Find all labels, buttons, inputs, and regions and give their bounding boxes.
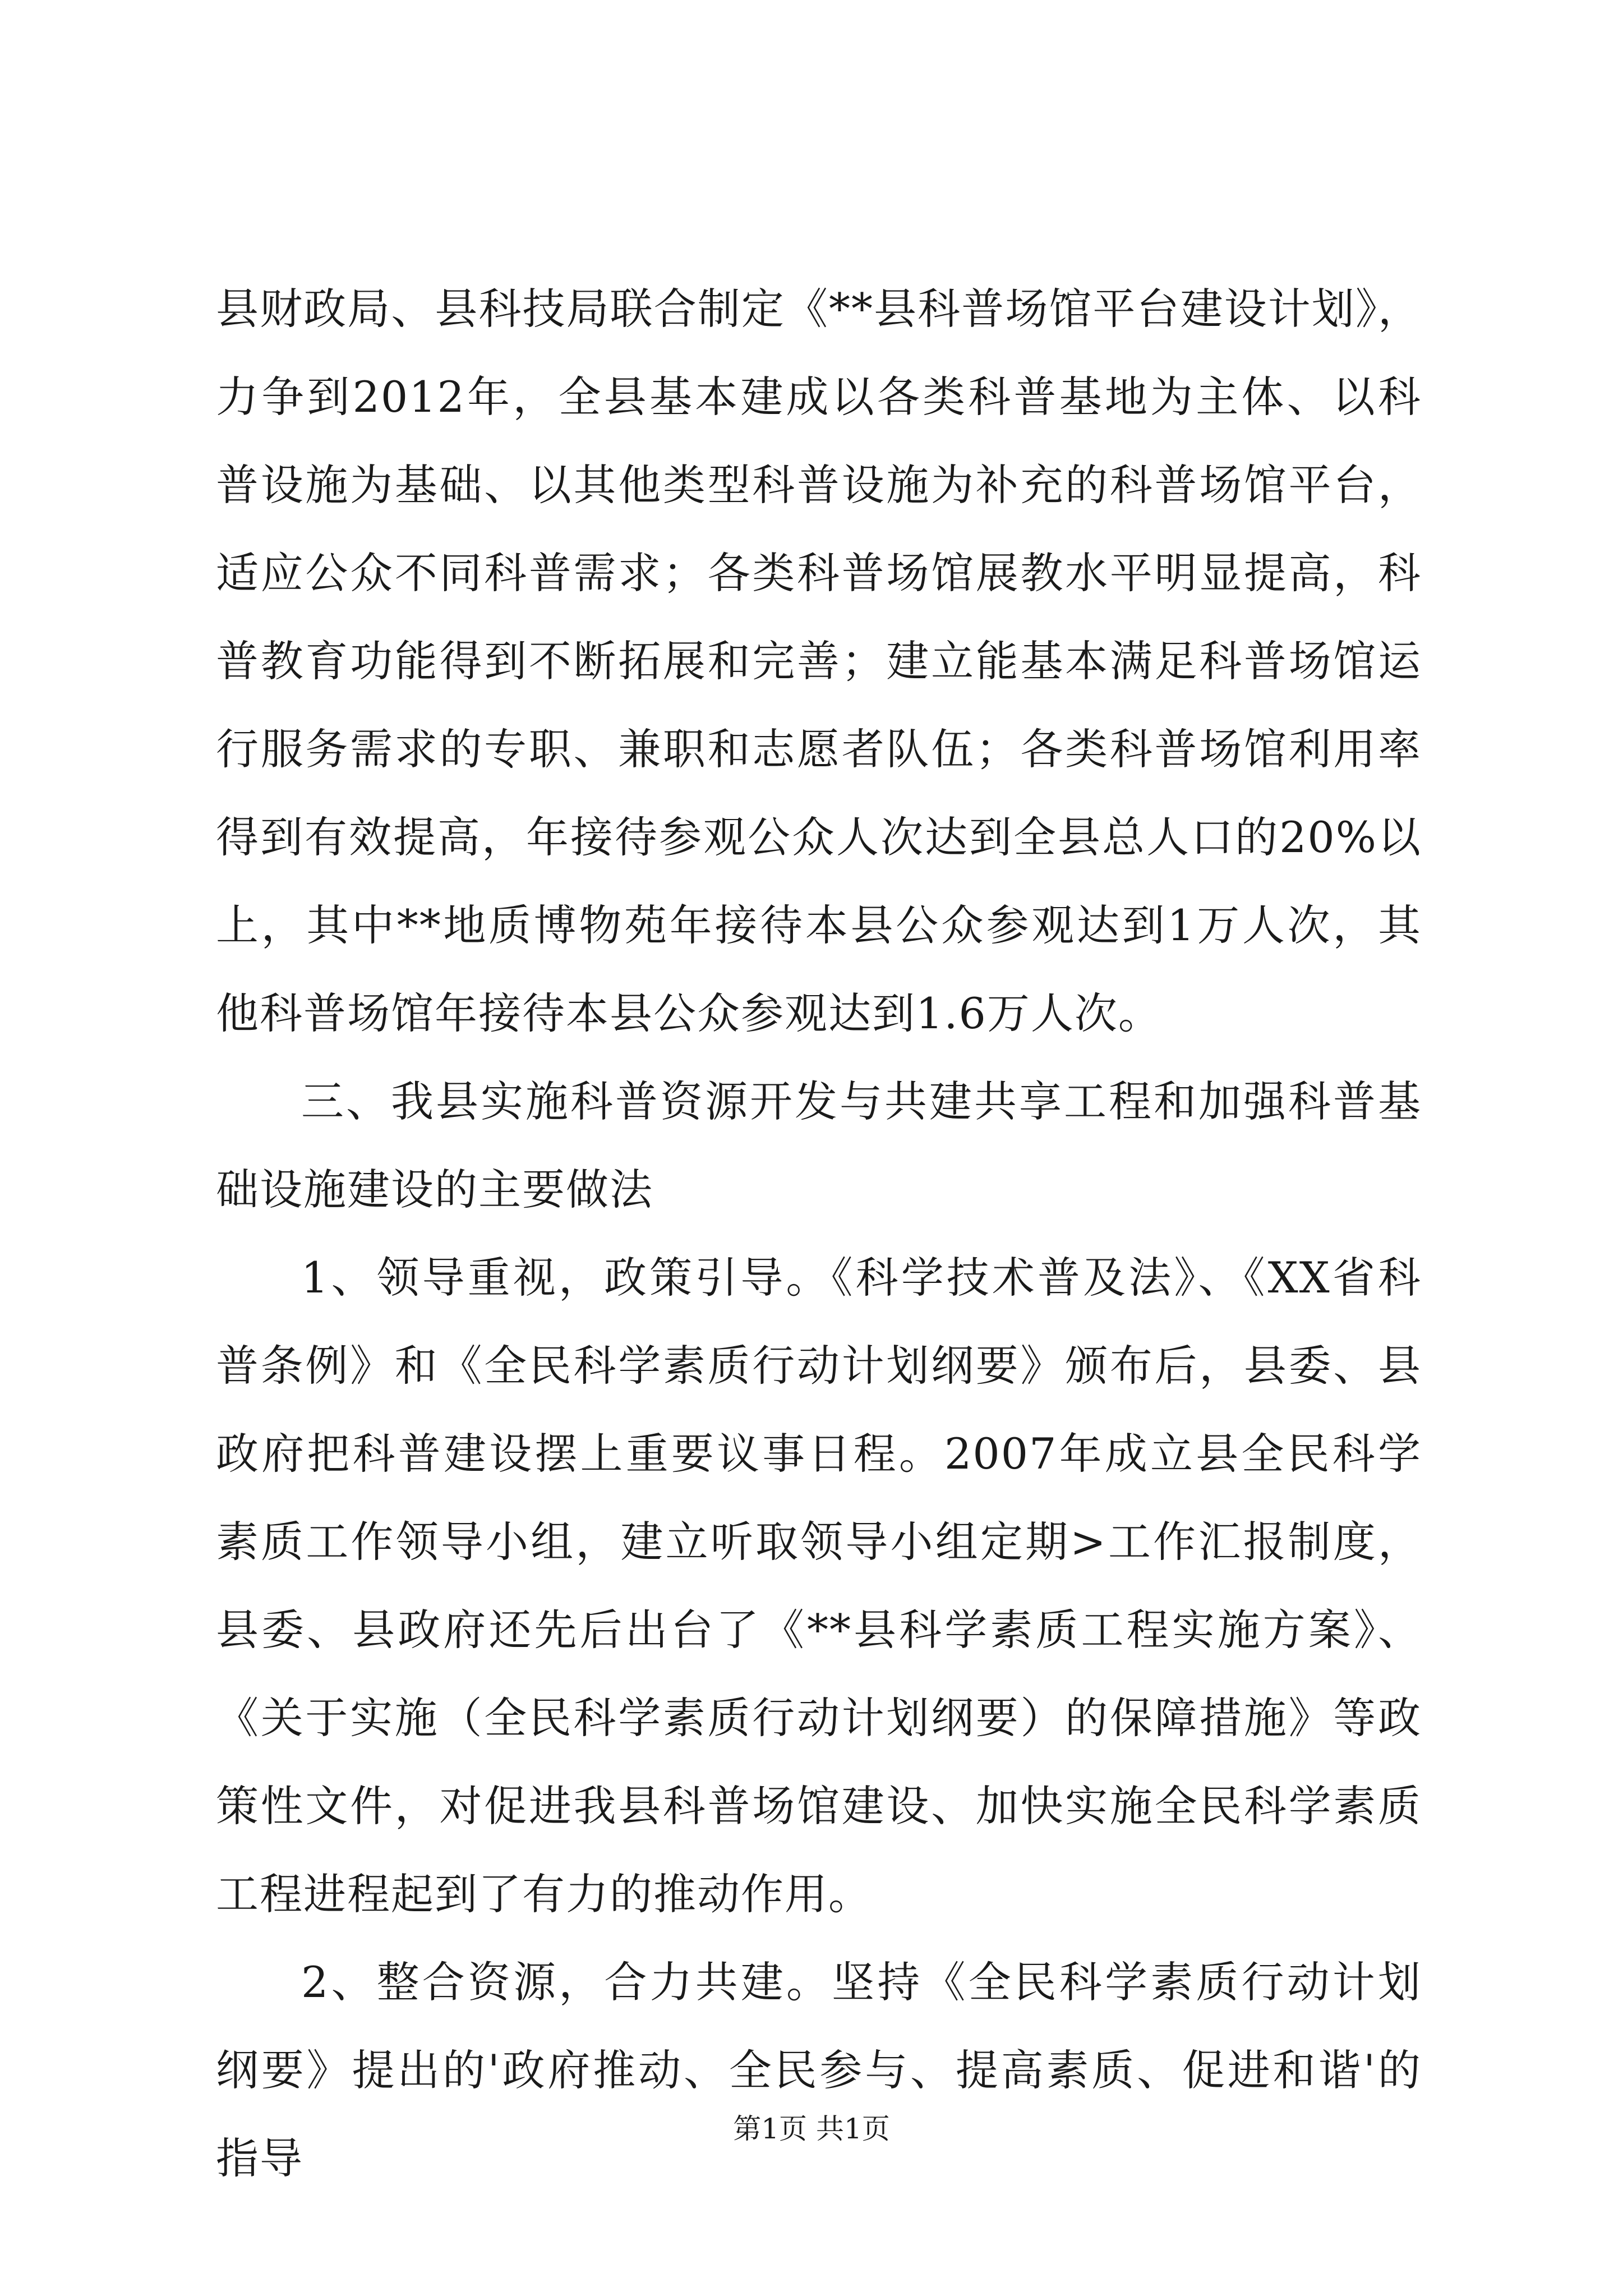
section-heading-3: 三、我县实施科普资源开发与共建共享工程和加强科普基础设施建设的主要做法	[216, 1076, 1422, 1214]
paragraph-item-1: 1、领导重视，政策引导。《科学技术普及法》、《XX省科普条例》和《全民科学素质行动计划纲要》颁布后，县委、县政府把科普建设摆上重要议事日程。2007年成立县全民科学素质工作领导小组，建立听取领导小组定期>工作汇报制度，县委、县政府还先后出台了《**县科学素质工程实施方案》、《关于实施（全民科学素质行动计划纲要）的保障措施》等政策性文件，对促进我县科普场馆建设、加快实施全民科学素质工程进程起到了有力的推动作用。	[216, 1253, 1422, 1919]
paragraph-item-2: 2、整合资源，合力共建。坚持《全民科学素质行动计划纲要》提出的'政府推动、全民参与、提高素质、促进和谐'的指导	[216, 1957, 1422, 2183]
paragraph-continued: 县财政局、县科技局联合制定《**县科普场馆平台建设计划》，力争到2012年，全县基本建成以各类科普基地为主体、以科普设施为基础、以其他类型科普设施为补充的科普场馆平台，适应公众不同科普需求；各类科普场馆展教水平明显提高，科普教育功能得到不断拓展和完善；建立能基本满足科普场馆运行服务需求的专职、兼职和志愿者队伍；各类科普场馆利用率得到有效提高，年接待参观公众人次达到全县总人口的20%以上，其中**地质博物苑年接待本县公众参观达到1万人次，其他科普场馆年接待本县公众参观达到1.6万人次。	[216, 284, 1422, 1038]
document-body	[216, 265, 1422, 2202]
page-footer: 第1页 共1页	[733, 2113, 890, 2145]
